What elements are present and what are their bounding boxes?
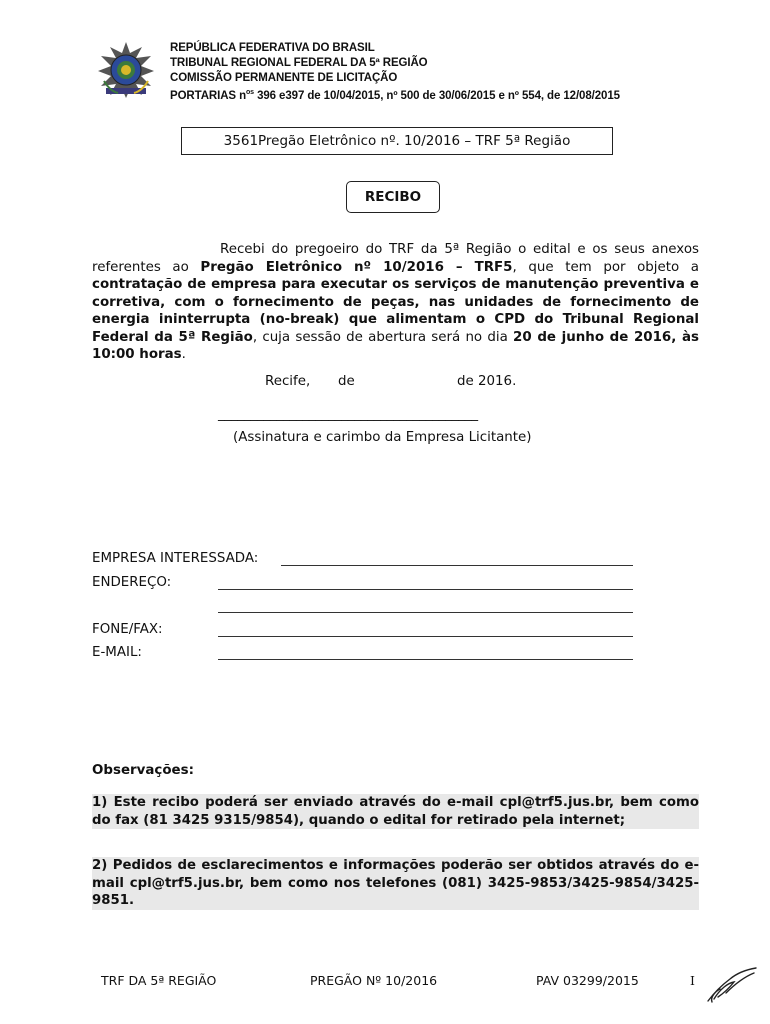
- endereco-field-2[interactable]: [218, 612, 633, 613]
- fone-fax-field[interactable]: [218, 636, 633, 637]
- signature-scribble-icon: [704, 965, 760, 1005]
- endereco-label: ENDEREÇO:: [92, 575, 172, 590]
- paragraph-text-2: , que tem por objeto a: [512, 259, 700, 275]
- handwritten-initials: [704, 965, 760, 1005]
- footer-page-number: I: [690, 973, 695, 988]
- endereco-field[interactable]: [218, 589, 633, 590]
- observacao-item-2: 2) Pedidos de esclarecimentos e informações poderão ser obtidos através do e-mail cpl@trf5.jus.br, bem como nos telefones (081) 3425-9853/3425-9854/3425-9851.: [92, 858, 699, 908]
- date-de-2016: de 2016.: [457, 374, 517, 389]
- paragraph-text-1: Recebi do pregoeiro do TRF da 5ª Região o edital e os seus anexos referentes ao: [92, 242, 699, 275]
- signature-line: ________________________________________: [218, 407, 478, 422]
- header-tribunal: TRIBUNAL REGIONAL FEDERAL DA 5ª REGIÃO: [170, 57, 428, 69]
- footer-pregao: PREGÃO Nº 10/2016: [310, 973, 438, 988]
- recibo-label: RECIBO: [346, 181, 440, 213]
- header-portarias: [170, 86, 620, 103]
- header-republica: REPÚBLICA FEDERATIVA DO BRASIL: [170, 42, 375, 54]
- portarias-sup: os: [246, 89, 254, 96]
- email-label: E-MAIL:: [92, 645, 142, 660]
- receipt-paragraph: [92, 241, 699, 364]
- brasao-emblem: [96, 41, 156, 99]
- date-de-1: de: [338, 374, 355, 389]
- portarias-suffix: 396 e397 de 10/04/2015, nº 500 de 30/06/2015 e nº 554, de 12/08/2015: [253, 89, 620, 102]
- email-field[interactable]: [218, 659, 633, 660]
- signature-caption: (Assinatura e carimbo da Empresa Licitante): [233, 430, 532, 445]
- paragraph-bold-3: 20 de junho de 2016, às 10:00 horas: [92, 329, 699, 362]
- observacao-item-1: 1) Este recibo poderá ser enviado através do e-mail cpl@trf5.jus.br, bem como do fax (81 3425 9315/9854), quando o edital for retirado pela internet;: [92, 795, 699, 828]
- coat-of-arms-icon: [96, 41, 156, 99]
- footer-pav: PAV 03299/2015: [536, 973, 639, 988]
- paragraph-text-4: .: [181, 347, 186, 362]
- footer-trf: TRF DA 5ª REGIÃO: [101, 973, 217, 988]
- paragraph-bold-1: Pregão Eletrônico nº 10/2016 – TRF5: [200, 259, 513, 275]
- portarias-prefix: PORTARIAS n: [170, 89, 246, 102]
- observacoes-title: Observações:: [92, 763, 194, 778]
- paragraph-bold-2: contratação de empresa para executar os serviços de manutenção preventiva e corretiva, com o fornecimento de peças, nas unidades de fornecimento de energia ininterrupta (no-break) que alimentam o CPD do Tribunal Regional Federal da 5ª Região: [92, 277, 699, 345]
- fone-fax-label: FONE/FAX:: [92, 622, 163, 637]
- header-comissao: COMISSÃO PERMANENTE DE LICITAÇÃO: [170, 72, 398, 84]
- empresa-field[interactable]: [281, 565, 633, 566]
- paragraph-text-3: , cuja sessão de abertura será no dia: [252, 329, 514, 345]
- pregao-title-box: 3561Pregão Eletrônico nº. 10/2016 – TRF 5ª Região: [181, 127, 613, 155]
- empresa-label: EMPRESA INTERESSADA:: [92, 551, 259, 566]
- date-city: Recife,: [265, 374, 311, 389]
